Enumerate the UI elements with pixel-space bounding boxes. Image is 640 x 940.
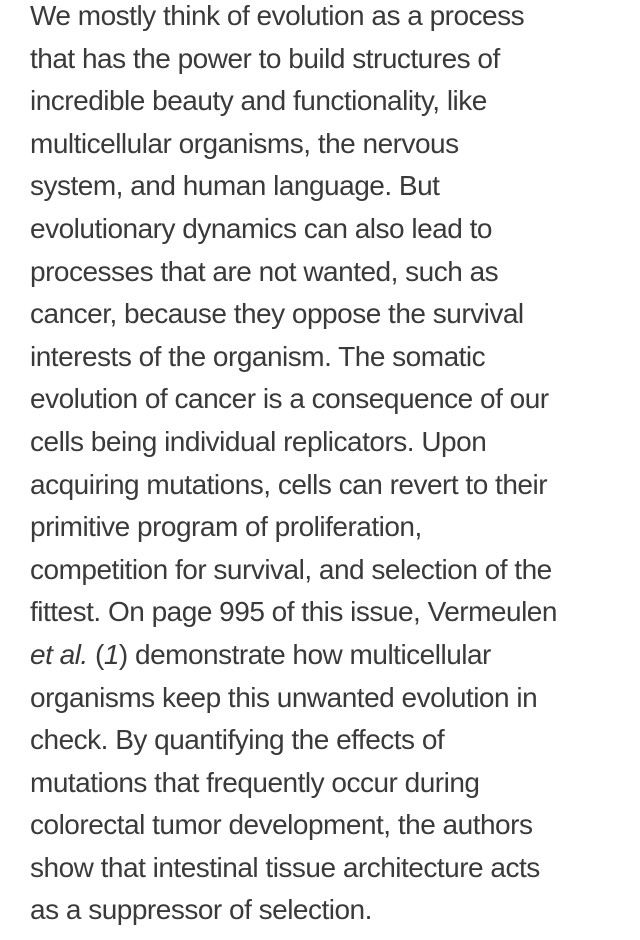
text-line [30,378,630,421]
text-segment: multicellular organisms, the nervous [30,127,459,159]
text-segment: cells being individual replicators. Upon [30,425,487,457]
text-line [30,80,630,123]
text-line [30,634,630,677]
text-segment: We mostly think of evolution as a process [30,0,525,31]
text-segment: cancer, because they oppose the survival [30,298,524,330]
text-line [30,421,630,464]
text-line [30,591,630,634]
text-line [30,464,630,507]
text-line [30,889,630,932]
text-segment: as a suppressor of selection. [30,894,372,926]
text-segment: fittest. On page 995 of this issue, Vermeulen [30,596,557,628]
text-line [30,0,630,38]
italic-citation-text: et al. [30,638,88,670]
text-segment: incredible beauty and functionality, like [30,85,487,117]
text-segment: processes that are not wanted, such as [30,255,499,287]
text-line [30,123,630,166]
text-segment: competition for survival, and selection of the [30,553,552,585]
text-line [30,293,630,336]
text-line [30,719,630,762]
text-segment: evolutionary dynamics can also lead to [30,212,492,244]
text-line [30,251,630,294]
text-line [30,165,630,208]
text-segment: system, and human language. But [30,170,440,202]
text-line [30,677,630,720]
text-segment: check. By quantifying the effects of [30,724,445,756]
text-segment: mutations that frequently occur during [30,766,480,798]
text-segment: organisms keep this unwanted evolution in [30,681,538,713]
text-line [30,38,630,81]
text-line [30,336,630,379]
text-segment: colorectal tumor development, the authors [30,809,533,841]
italic-citation-text: 1 [103,638,119,670]
text-line [30,549,630,592]
text-segment: ) demonstrate how multicellular [118,638,491,670]
text-segment: show that intestinal tissue architecture acts [30,851,540,883]
text-line [30,804,630,847]
text-segment: that has the power to build structures of [30,42,500,74]
text-segment: primitive program of proliferation, [30,511,422,543]
text-line [30,208,630,251]
text-line [30,847,630,890]
text-segment: interests of the organism. The somatic [30,340,486,372]
text-segment: ( [87,638,104,670]
text-line [30,762,630,805]
text-line [30,506,630,549]
text-segment: acquiring mutations, cells can revert to their [30,468,548,500]
text-segment: evolution of cancer is a consequence of our [30,383,549,415]
